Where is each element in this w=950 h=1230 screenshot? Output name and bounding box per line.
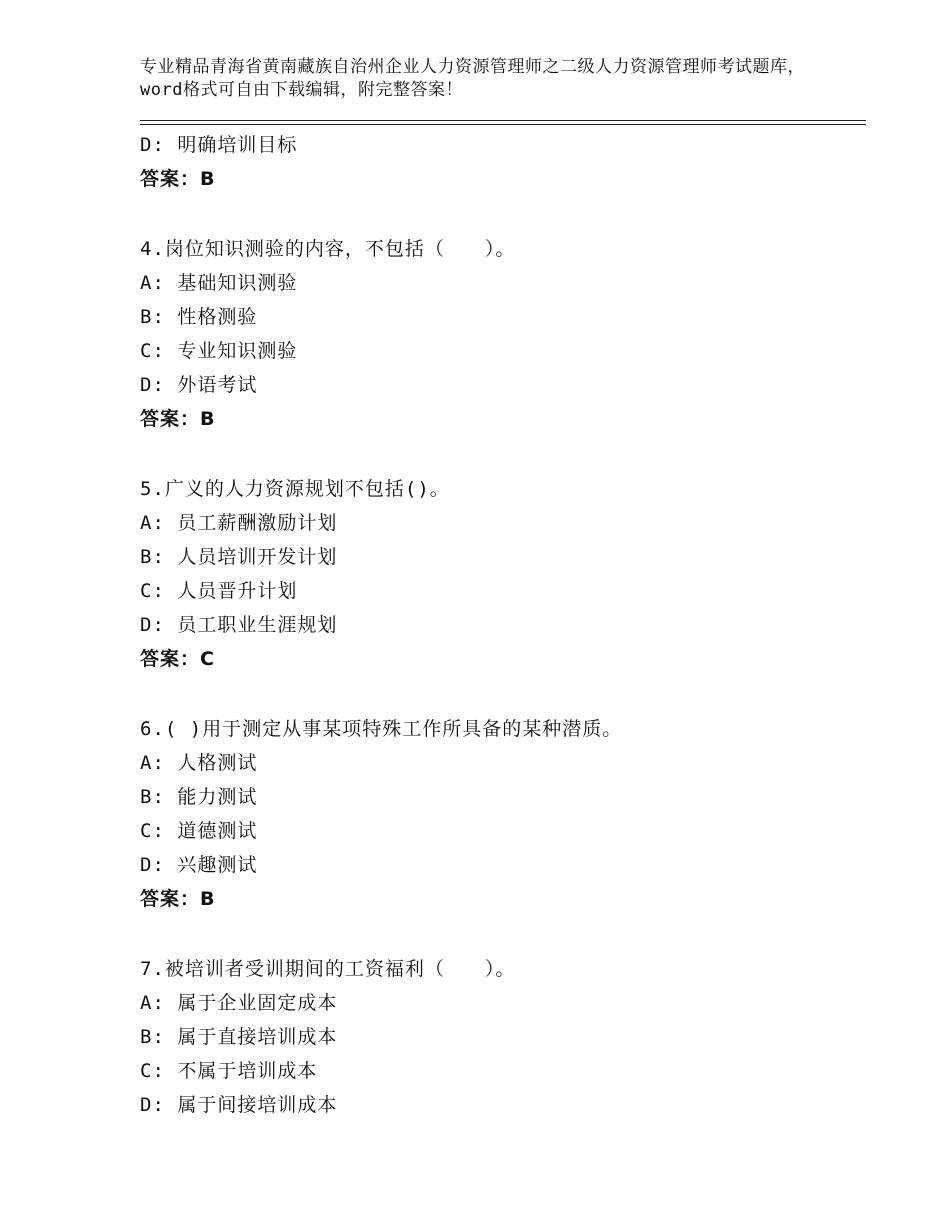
option-d: D: 外语考试 — [140, 374, 258, 396]
option-b: B: 属于直接培训成本 — [140, 1026, 338, 1048]
question-5 — [140, 472, 860, 676]
question-7 — [140, 952, 860, 1122]
answer: 答案：B — [140, 408, 216, 430]
option-a: A: 基础知识测验 — [140, 272, 298, 294]
answer: 答案：B — [140, 888, 216, 910]
header-divider-top — [140, 120, 866, 121]
spacer — [140, 196, 860, 232]
header-divider-bottom — [140, 124, 866, 125]
option-d: D: 员工职业生涯规划 — [140, 614, 338, 636]
question-list — [140, 128, 860, 1122]
option-a: A: 人格测试 — [140, 752, 258, 774]
option-c: C: 道德测试 — [140, 820, 258, 842]
option-c: C: 专业知识测验 — [140, 340, 298, 362]
option-a: A: 员工薪酬激励计划 — [140, 512, 338, 534]
question-stem: 5.广义的人力资源规划不包括()。 — [140, 478, 450, 500]
answer: 答案：B — [140, 168, 216, 190]
answer: 答案：C — [140, 648, 215, 670]
option-d: D: 兴趣测试 — [140, 854, 258, 876]
option-c: C: 人员晋升计划 — [140, 580, 298, 602]
option-c: C: 不属于培训成本 — [140, 1060, 318, 1082]
option-a: A: 属于企业固定成本 — [140, 992, 338, 1014]
question-stem: 4.岗位知识测验的内容，不包括（ ）。 — [140, 238, 516, 260]
option-d: D: 明确培训目标 — [140, 134, 298, 156]
header-title: 专业精品青海省黄南藏族自治州企业人力资源管理师之二级人力资源管理师考试题库，word格式可自由下载编辑，附完整答案！ — [140, 57, 805, 100]
spacer — [140, 916, 860, 952]
question-stem: 7.被培训者受训期间的工资福利（ ）。 — [140, 958, 516, 980]
option-b: B: 人员培训开发计划 — [140, 546, 338, 568]
question-stem: 6.( )用于测定从事某项特殊工作所具备的某种潜质。 — [140, 718, 623, 740]
document-header — [140, 56, 830, 102]
question-3-tail — [140, 128, 860, 196]
option-d: D: 属于间接培训成本 — [140, 1094, 338, 1116]
option-b: B: 能力测试 — [140, 786, 258, 808]
question-4 — [140, 232, 860, 436]
spacer — [140, 676, 860, 712]
option-b: B: 性格测验 — [140, 306, 258, 328]
question-6 — [140, 712, 860, 916]
spacer — [140, 436, 860, 472]
